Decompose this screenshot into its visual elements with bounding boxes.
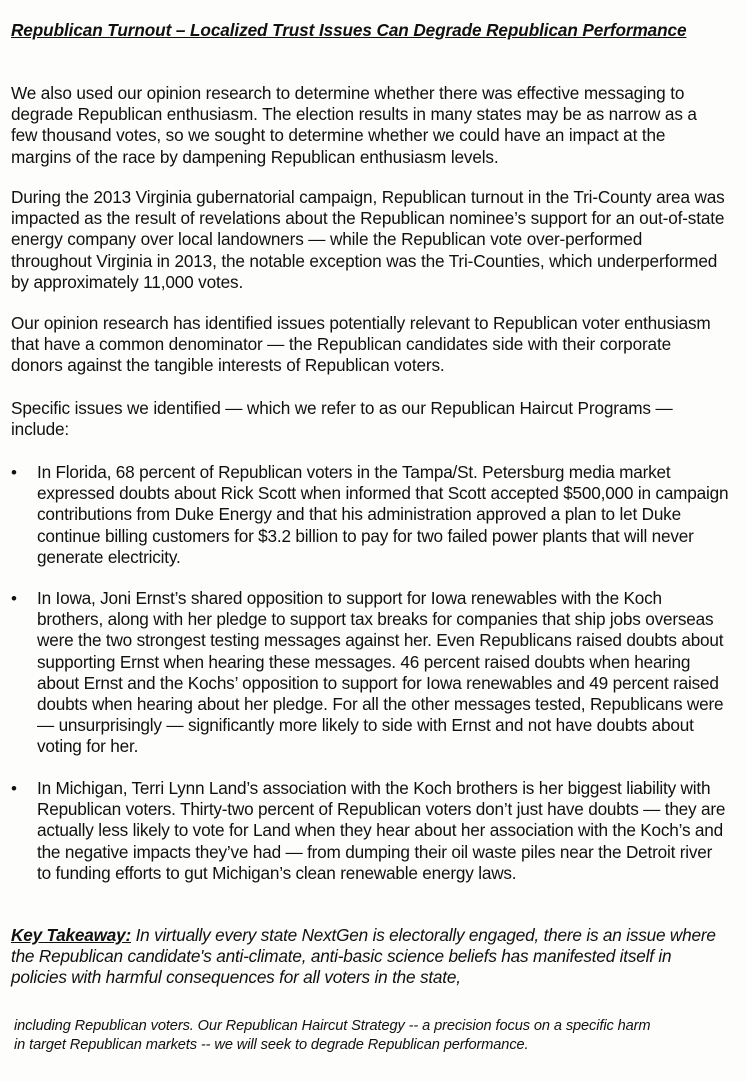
paragraph-opinion-research: We also used our opinion research to determine whether there was effective messaging to degrade Republican enthusiasm. The election results in many states may be as narrow as a few thousand votes, so we sought to determine whether we could have an impact at the margins of the race by dampening Republican enthusiasm levels. — [11, 83, 697, 167]
key-takeaway-text: In virtually every state NextGen is electorally engaged, there is an issue where the Republican candidate's anti-climate, anti-basic science beliefs has manifested itself in policies with harmful consequences for all voters in the state, — [11, 925, 716, 988]
key-takeaway — [11, 925, 729, 989]
bullet-text: In Florida, 68 percent of Republican voters in the Tampa/St. Petersburg media market expressed doubts about Rick Scott when informed that Scott accepted $500,000 in campaign contributions from Duke Energy and that his administration approved a plan to let Duke continue billing customers for $3.2 billion to pay for two failed power plants that will never generate electricity. — [37, 462, 729, 567]
bullet-text: In Iowa, Joni Ernst’s shared opposition to support for Iowa renewables with the Koch brothers, along with her pledge to support tax breaks for companies that ship jobs overseas were the two strongest testing messages against her. Even Republicans raised doubts about supporting Ernst when hearing these messages. 46 percent raised doubts when hearing about Ernst and the Kochs’ opposition to support for Iowa renewables and 49 percent raised doubts when hearing about her pledge. For all the other messages tested, Republicans were — unsurprisingly — significantly more likely to side with Ernst and not have doubts about voting for her. — [37, 588, 724, 757]
paragraph-virginia-campaign: During the 2013 Virginia gubernatorial campaign, Republican turnout in the Tri-County area was impacted as the result of revelations about the Republican nominee’s support for an out-of-state energy company over local landowners — while the Republican vote over-performed throughout Virginia in 2013, the notable exception was the Tri-Counties, which underperformed by approximately 11,000 votes. — [11, 187, 725, 292]
bullet-dot-icon: • — [11, 779, 17, 798]
section-heading: Republican Turnout – Localized Trust Issues Can Degrade Republican Performance — [11, 20, 687, 40]
paragraph-haircut-programs-intro: Specific issues we identified — which we refer to as our Republican Haircut Programs — include: — [11, 398, 673, 440]
bullet-text: In Michigan, Terri Lynn Land’s association with the Koch brothers is her biggest liability with Republican voters. Thirty-two percent of Republican voters don’t just have doubts — they are actually less likely to vote for Land when they hear about her association with the Koch’s and the negative impacts they’ve had — from dumping their oil waste piles near the Detroit river to funding efforts to gut Michigan’s clean renewable energy laws. — [37, 778, 726, 883]
key-takeaway-label: Key Takeaway: — [11, 925, 132, 945]
continuation-text: including Republican voters. Our Republican Haircut Strategy -- a precision focus on a specific harm in target Republican markets -- we will seek to degrade Republican performance. — [14, 1018, 651, 1053]
bullet-dot-icon: • — [11, 463, 17, 482]
bullet-dot-icon: • — [11, 589, 17, 608]
paragraph-common-denominator: Our opinion research has identified issues potentially relevant to Republican voter enthusiasm that have a common denominator — the Republican candidates side with their corporate donors against the tangible interests of Republican voters. — [11, 313, 711, 376]
